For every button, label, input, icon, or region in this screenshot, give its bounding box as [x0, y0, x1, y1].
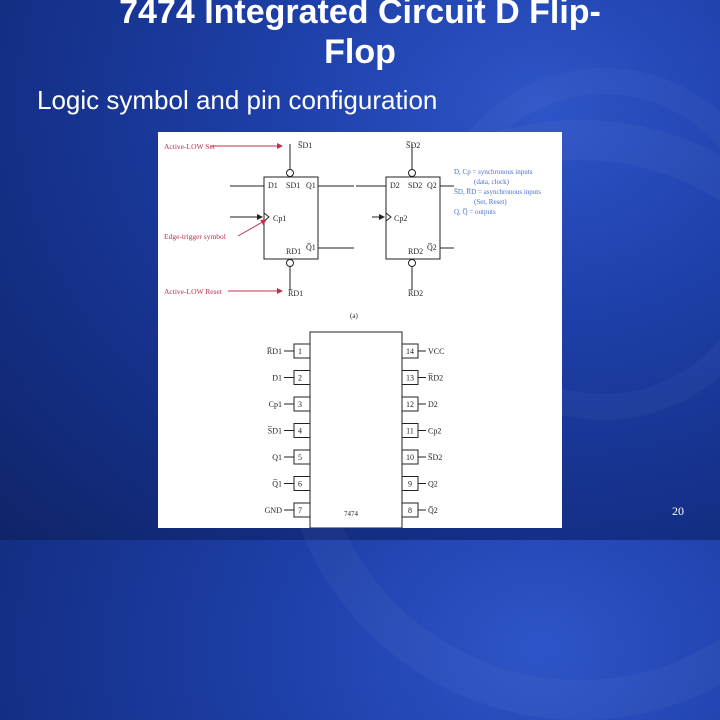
- title-line-2: Flop: [324, 33, 396, 71]
- left-pin-box: [294, 397, 310, 411]
- page-number: 20: [672, 504, 684, 518]
- ic-chip-label: 7474: [344, 510, 358, 518]
- ff1-reset-bubble: [287, 260, 294, 267]
- left-pin-box: [294, 503, 310, 517]
- ff2-set-label: S̅D2: [406, 141, 421, 150]
- flip-flop-1-symbol: [230, 144, 354, 290]
- callout-reset-label: Active-LOW Reset: [164, 287, 222, 296]
- left-pin-name: R̅D1: [266, 347, 282, 356]
- callout-set-label: Active-LOW Set: [164, 142, 215, 151]
- left-pin-number: 6: [298, 479, 302, 489]
- figure-caption: (a): [350, 312, 358, 320]
- right-pin-name: VCC: [428, 347, 445, 356]
- right-pin-number: 8: [408, 506, 412, 515]
- left-pin-number: 7: [298, 506, 302, 515]
- ic-package: [310, 332, 402, 528]
- ff1-d-label: D1: [268, 181, 278, 190]
- right-pin-name: S̅D2: [428, 453, 443, 462]
- right-pin-number: 13: [406, 373, 414, 383]
- ff2-qbar-label: Q̅2: [427, 243, 437, 252]
- left-pin-name: GND: [264, 506, 282, 515]
- slide-subtitle: Logic symbol and pin configuration: [37, 85, 438, 115]
- ff2-q-label: Q2: [427, 181, 437, 190]
- flip-flop-diagram: [158, 132, 562, 528]
- right-pin-number: 14: [406, 347, 414, 356]
- title-line-1: 7474 Integrated Circuit D Flip-: [119, 0, 601, 31]
- legend-line-5: Q, Q̅ = outputs: [454, 208, 496, 216]
- flip-flop-figure: [158, 132, 562, 528]
- left-pin-name: S̅D1: [267, 426, 282, 436]
- ff2-c-label: Cp2: [394, 214, 408, 223]
- ff1-labels: [268, 141, 316, 298]
- right-pin-name: Q2: [428, 479, 438, 489]
- ff2-r-label: RD2: [408, 247, 424, 256]
- ff1-qbar-label: Q̅1: [306, 243, 316, 252]
- left-pin-name: Cp1: [268, 400, 282, 409]
- left-pin-name: Q̅1: [272, 479, 282, 489]
- right-pin-name: Cp2: [428, 426, 442, 436]
- ff2-set-bubble: [409, 170, 416, 177]
- right-pin-name: R̅D2: [428, 373, 444, 383]
- ff1-q-label: Q1: [306, 181, 316, 190]
- left-pin-box: [294, 344, 310, 358]
- legend: [454, 168, 541, 216]
- legend-line-4: (Set, Reset): [474, 198, 507, 206]
- legend-line-2: (data, clock): [474, 178, 509, 186]
- left-pin-box: [294, 371, 310, 385]
- left-pin-box: [294, 450, 310, 464]
- ff1-r-label: RD1: [286, 247, 302, 256]
- left-pin-number: 5: [298, 453, 302, 462]
- ff1-c-label: Cp1: [273, 214, 287, 223]
- ff1-edge-trigger: [264, 213, 269, 221]
- left-pin-number: 4: [298, 426, 302, 436]
- left-pin-box: [294, 424, 310, 438]
- right-pin-number: 9: [408, 479, 412, 489]
- ff2-d-label: D2: [390, 181, 400, 190]
- ff2-reset-label: R̅D2: [408, 289, 424, 298]
- left-pin-number: 2: [298, 373, 302, 383]
- callout-edge-arrow: [238, 220, 266, 236]
- ff2-s-label: SD2: [408, 181, 423, 190]
- left-pin-number: 1: [298, 347, 302, 356]
- ff1-set-label: S̅D1: [298, 141, 313, 150]
- right-pin-name: Q̅2: [428, 506, 438, 515]
- left-pin-name: D1: [272, 373, 282, 383]
- left-pin-name: Q1: [272, 453, 282, 462]
- right-pin-number: 11: [406, 426, 414, 436]
- right-pin-name: D2: [428, 400, 438, 409]
- ff1-reset-label: R̅D1: [288, 289, 304, 298]
- right-pin-number: 10: [406, 453, 414, 462]
- legend-line-1: D, Cp = synchronous inputs: [454, 168, 533, 176]
- right-pin-number: 12: [406, 400, 414, 409]
- ff1-set-bubble: [287, 170, 294, 177]
- left-pin-number: 3: [298, 400, 302, 409]
- ff2-reset-bubble: [409, 260, 416, 267]
- ff1-s-label: SD1: [286, 181, 301, 190]
- slide-title: [60, 0, 660, 72]
- ff2-edge-trigger: [386, 213, 391, 221]
- ff2-labels: [390, 141, 437, 298]
- left-pin-box: [294, 477, 310, 491]
- callout-edge-label: Edge-trigger symbol: [164, 232, 226, 241]
- legend-line-3: S̅D, R̅D = asynchronous inputs: [454, 188, 541, 196]
